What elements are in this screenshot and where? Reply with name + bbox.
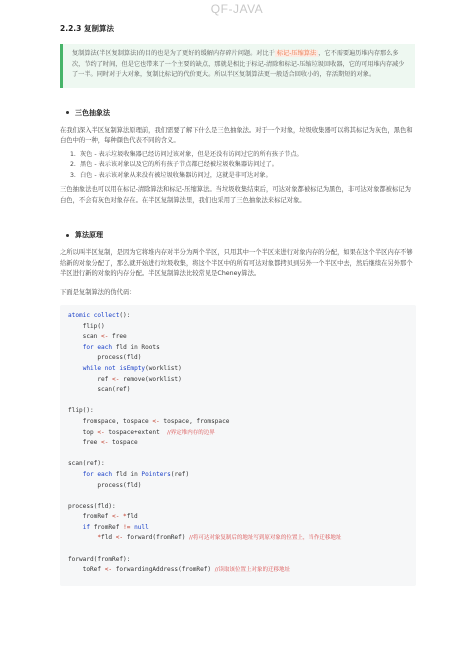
- code-line: [68, 449, 408, 460]
- code-line: process(fld): [68, 481, 142, 489]
- document-body: [60, 20, 415, 586]
- list-item-number: 3.: [70, 171, 76, 179]
- tricolor-list: [60, 150, 415, 182]
- code-line: process(fld):: [68, 502, 116, 510]
- bullet-icon: [66, 111, 69, 114]
- code-line: toRef <- forwardingAddress(fromRef) //读取该位置上对象的迁移地址: [68, 566, 290, 574]
- bullet-icon: [66, 234, 69, 237]
- note-highlight: 标记-压缩算法: [276, 50, 317, 57]
- tricolor-intro: 在我们深入半区复制算法原理前，我们需要了解下什么是三色抽象法。对于一个对象，垃圾收集器可以将其标记为灰色，黑色和白色中的一种，每种颜色代表不同的含义。: [60, 126, 413, 144]
- note-box: [60, 44, 415, 88]
- list-item-text: 灰色 - 表示垃圾收集器已经访问过该对象，但是还没有访问过它的所有孩子节点。: [80, 150, 303, 158]
- code-intro: 下面是复制算法的伪代码：: [60, 288, 136, 296]
- code-line: fromRef <- *fld: [68, 513, 138, 521]
- code-line: scan <- free: [68, 333, 127, 341]
- list-item-text: 白色 - 表示该对象从来没有被垃圾收集器访问过，这就是非可达对象。: [80, 171, 272, 179]
- algorithm-title: 算法原理: [75, 231, 103, 239]
- code-line: free <- tospace: [68, 439, 138, 447]
- list-item-number: 2.: [70, 161, 76, 168]
- note-text-after: ，它不需要遍历堆内存那么多次，节约了时间，但是它也带来了一个主要的缺点，那就是相比于标记-清除和标记-压缩垃圾回收器，它的可用堆内存减少了一半。同时对于大对象，复制比标记的代价更大。所以半区复制算法更一般适合回收小的，存活期短的对象。: [72, 50, 405, 78]
- tricolor-heading: [60, 108, 415, 118]
- code-block: [60, 305, 416, 586]
- list-item: [70, 171, 415, 182]
- code-line: *fld <- forward(fromRef) //将可达对象复制后的地址写到原对象的位置上，当作迁移地址: [97, 534, 342, 542]
- code-line: while not isEmpty(worklist): [82, 364, 182, 372]
- section-title: 2.2.3 复制算法: [60, 24, 114, 33]
- code-line: for each fld in Roots: [82, 343, 160, 351]
- code-line: [68, 544, 408, 555]
- list-item: [70, 150, 415, 161]
- code-line: atomic collect():: [68, 312, 131, 319]
- code-line: scan(ref):: [68, 460, 105, 468]
- tricolor-title: 三色抽象法: [75, 108, 110, 117]
- algorithm-heading: [60, 230, 415, 240]
- list-item-number: 1.: [70, 150, 76, 158]
- list-item-text: 黑色 - 表示该对象以及它的所有孩子节点都已经被垃圾收集器访问过了。: [80, 161, 278, 168]
- code-line: fromspace, tospace <- tospace, fromspace: [68, 417, 230, 425]
- note-text-before: 复制算法(半区复制算法)的目的也是为了更好的缓解内存碎片问题。对比于: [72, 50, 275, 57]
- code-line: ref <- remove(worklist): [68, 375, 182, 383]
- code-line: forward(fromRef):: [68, 555, 131, 563]
- code-line: flip(): [68, 322, 105, 330]
- code-line: [68, 491, 408, 502]
- code-line: flip():: [68, 407, 94, 415]
- tricolor-summary: 三色抽象法也可以用在标记-清除算法和标记-压缩算法。当垃圾收集结束后，可达对象都被标记为黑色，非可达对象都被标记为白色，不会有灰色对象存在。在半区复制算法里，我们也采用了三色抽象法来标记对象。: [60, 186, 411, 204]
- algorithm-body: 之所以叫半区复制，是因为它将堆内存对半分为两个半区，只用其中一个半区来进行对象内存的分配，如果在这个半区内存不够给新的对象分配了，那么就开始进行垃圾收集，将这个半区中的所有可达对象都拷贝到另外一个半区中去，然后继续在另外那个半区进行新的对象的内存分配。半区复制算法比较常见是Cheney算法。: [60, 249, 413, 277]
- code-line: [68, 396, 408, 407]
- code-line: if fromRef != null: [82, 523, 149, 531]
- code-line: scan(ref): [68, 386, 131, 394]
- page-header: QF-JAVA: [210, 2, 264, 16]
- list-item: [70, 160, 415, 171]
- code-line: top <- tospace+extent //界定堆内存的边界: [68, 428, 215, 436]
- code-line: for each fld in Pointers(ref): [82, 470, 190, 478]
- code-line: process(fld): [68, 354, 142, 362]
